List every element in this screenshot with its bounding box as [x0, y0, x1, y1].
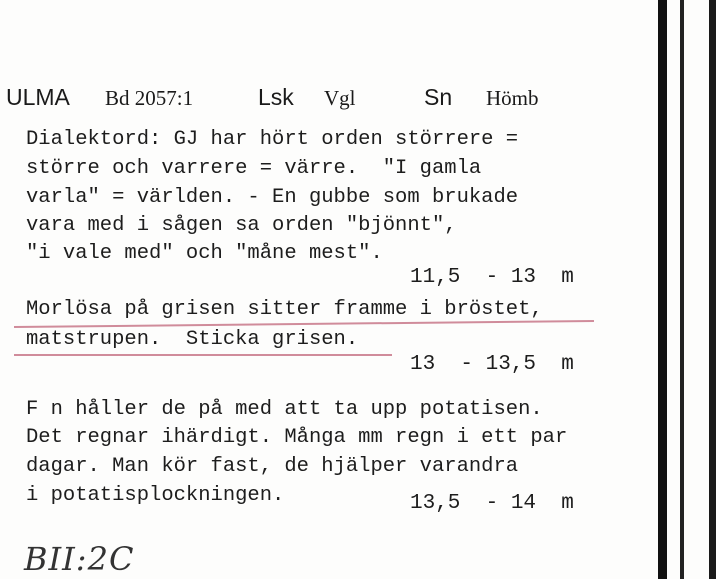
- district-code: Lsk: [258, 84, 294, 110]
- underline-mark: [14, 320, 594, 328]
- card-edge-bar: [658, 0, 667, 579]
- place-name: Hömb: [486, 86, 539, 110]
- entry-1-line: vara med i sågen sa orden "bjönnt",: [26, 214, 457, 237]
- entry-1-line: Dialektord: GJ har hört orden störrere =: [26, 128, 519, 151]
- card-edge-bar: [709, 0, 716, 579]
- entry-2-range: 13 - 13,5 m: [410, 353, 574, 376]
- entry-2-line: matstrupen. Sticka grisen.: [26, 328, 359, 351]
- entry-1-line: "i vale med" och "måne mest".: [26, 242, 383, 265]
- parish-name: ULMA: [6, 84, 70, 110]
- entry-1-line: varla" = världen. - En gubbe som brukade: [26, 186, 519, 209]
- province-code: Vgl: [324, 86, 356, 110]
- entry-3-line: dagar. Man kör fast, de hjälper varandra: [26, 455, 519, 478]
- entry-3-line: i potatisplockningen.: [26, 484, 285, 507]
- entry-2-line: Morlösa på grisen sitter framme i bröstet,: [26, 298, 543, 321]
- entry-3-line: F n håller de på med att ta upp potatisen.: [26, 398, 543, 421]
- handwritten-signature: BII:2C: [24, 540, 135, 578]
- entry-3-range: 13,5 - 14 m: [410, 492, 574, 515]
- volume-number: Bd 2057:1: [105, 86, 194, 110]
- underline-mark: [14, 354, 392, 356]
- entry-3-line: Det regnar ihärdigt. Många mm regn i ett par: [26, 426, 568, 449]
- entry-1-range: 11,5 - 13 m: [410, 266, 574, 289]
- sn-label: Sn: [424, 84, 453, 110]
- entry-1-line: större och varrere = värre. "I gamla: [26, 157, 482, 180]
- card-edge-bar: [680, 0, 684, 579]
